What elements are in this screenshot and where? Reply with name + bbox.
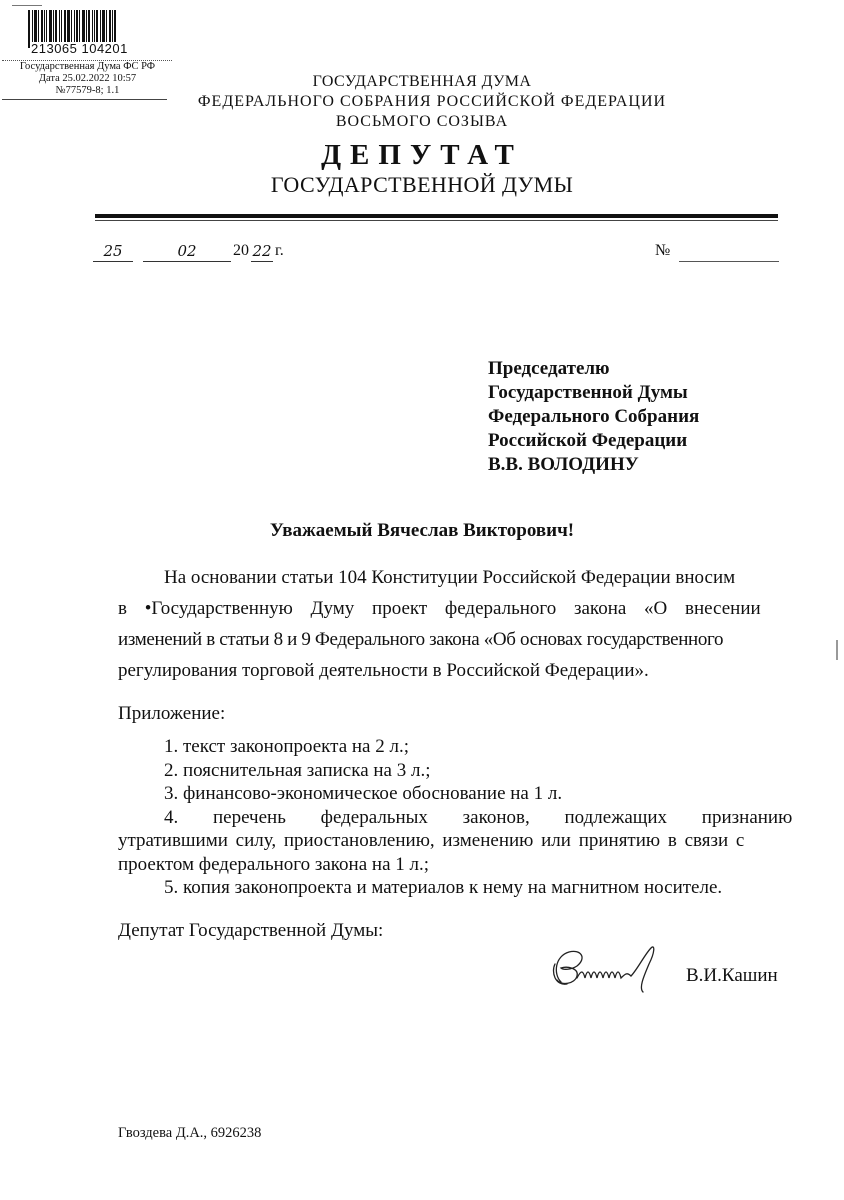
letterhead-title: ДЕПУТАТ (321, 139, 523, 171)
body-paragraph (118, 562, 784, 686)
letterhead-line-1: ГОСУДАРСТВЕННАЯ ДУМА (312, 73, 532, 90)
appendix-item: 1. текст законопроекта на 2 л.; (164, 736, 409, 757)
addressee-block (488, 357, 699, 477)
addressee-line: Российской Федерации (488, 430, 688, 451)
executor-contact: Гвоздева Д.А., 6926238 (118, 1125, 262, 1141)
body-line: регулирования торговой деятельности в Российской Федерации». (118, 660, 649, 681)
body-line: в •Государственную Думу проект федерального закона «О внесении (118, 598, 761, 619)
addressee-line: Федерального Собрания (488, 406, 700, 427)
date-day-field: 25 (93, 241, 133, 262)
body-line: изменений в статьи 8 и 9 Федерального закона «Об основах государственного (118, 629, 724, 650)
date-year-field: 22 (252, 242, 272, 260)
signoff-role: Депутат Государственной Думы: (118, 920, 384, 941)
date-month-field: 02 (143, 241, 231, 262)
stamp-date: Дата 25.02.2022 10:57 (38, 73, 137, 84)
date-year-marker: г. (275, 242, 284, 259)
appendix-item: 3. финансово-экономическое обоснование на 1 л. (164, 783, 563, 804)
addressee-line: Председателю (488, 358, 610, 379)
addressee-line: Государственной Думы (488, 382, 688, 403)
appendix-item-continuation: утратившими силу, приостановлению, изменению или принятию в связи с (118, 830, 745, 851)
handwritten-signature (547, 944, 682, 996)
stamp-organization: Государственная Дума ФС РФ (19, 61, 156, 72)
letterhead-rule-thin (95, 220, 778, 221)
appendix-item: 2. пояснительная записка на 3 л.; (164, 759, 431, 781)
appendix-item: 5. копия законопроекта и материалов к нему на магнитном носителе. (164, 877, 723, 898)
document-number-line (655, 236, 780, 262)
barcode-number: 213065 104201 (31, 41, 128, 56)
stamp-divider (12, 5, 42, 6)
appendix-label: Приложение: (118, 703, 226, 724)
stamp-registration-number: №77579-8; 1.1 (55, 85, 120, 96)
body-line-text: На основании статьи 104 Конституции Российской Федерации вносим (164, 567, 736, 588)
letterhead-line-3: ВОСЬМОГО СОЗЫВА (335, 113, 509, 130)
salutation: Уважаемый Вячеслав Викторович! (269, 520, 575, 541)
number-sign: № (655, 242, 671, 259)
document-number-field (679, 243, 779, 262)
addressee-name: В.В. ВОЛОДИНУ (488, 454, 639, 475)
appendix-list (118, 735, 793, 900)
appendix-item: 4. перечень федеральных законов, подлежащих признанию (164, 806, 793, 828)
letterhead-line-2: ФЕДЕРАЛЬНОГО СОБРАНИЯ РОССИЙСКОЙ ФЕДЕРАЦИИ (197, 93, 667, 110)
letterhead-subtitle: ГОСУДАРСТВЕННОЙ ДУМЫ (270, 172, 574, 197)
signer-name: В.И.Кашин (686, 965, 778, 986)
body-line (118, 562, 784, 593)
letterhead-rule-thick (95, 214, 778, 218)
scan-artifact (836, 640, 838, 660)
date-year-prefix: 20 (233, 242, 249, 259)
appendix-item-continuation: проектом федерального закона на 1 л.; (118, 853, 430, 875)
